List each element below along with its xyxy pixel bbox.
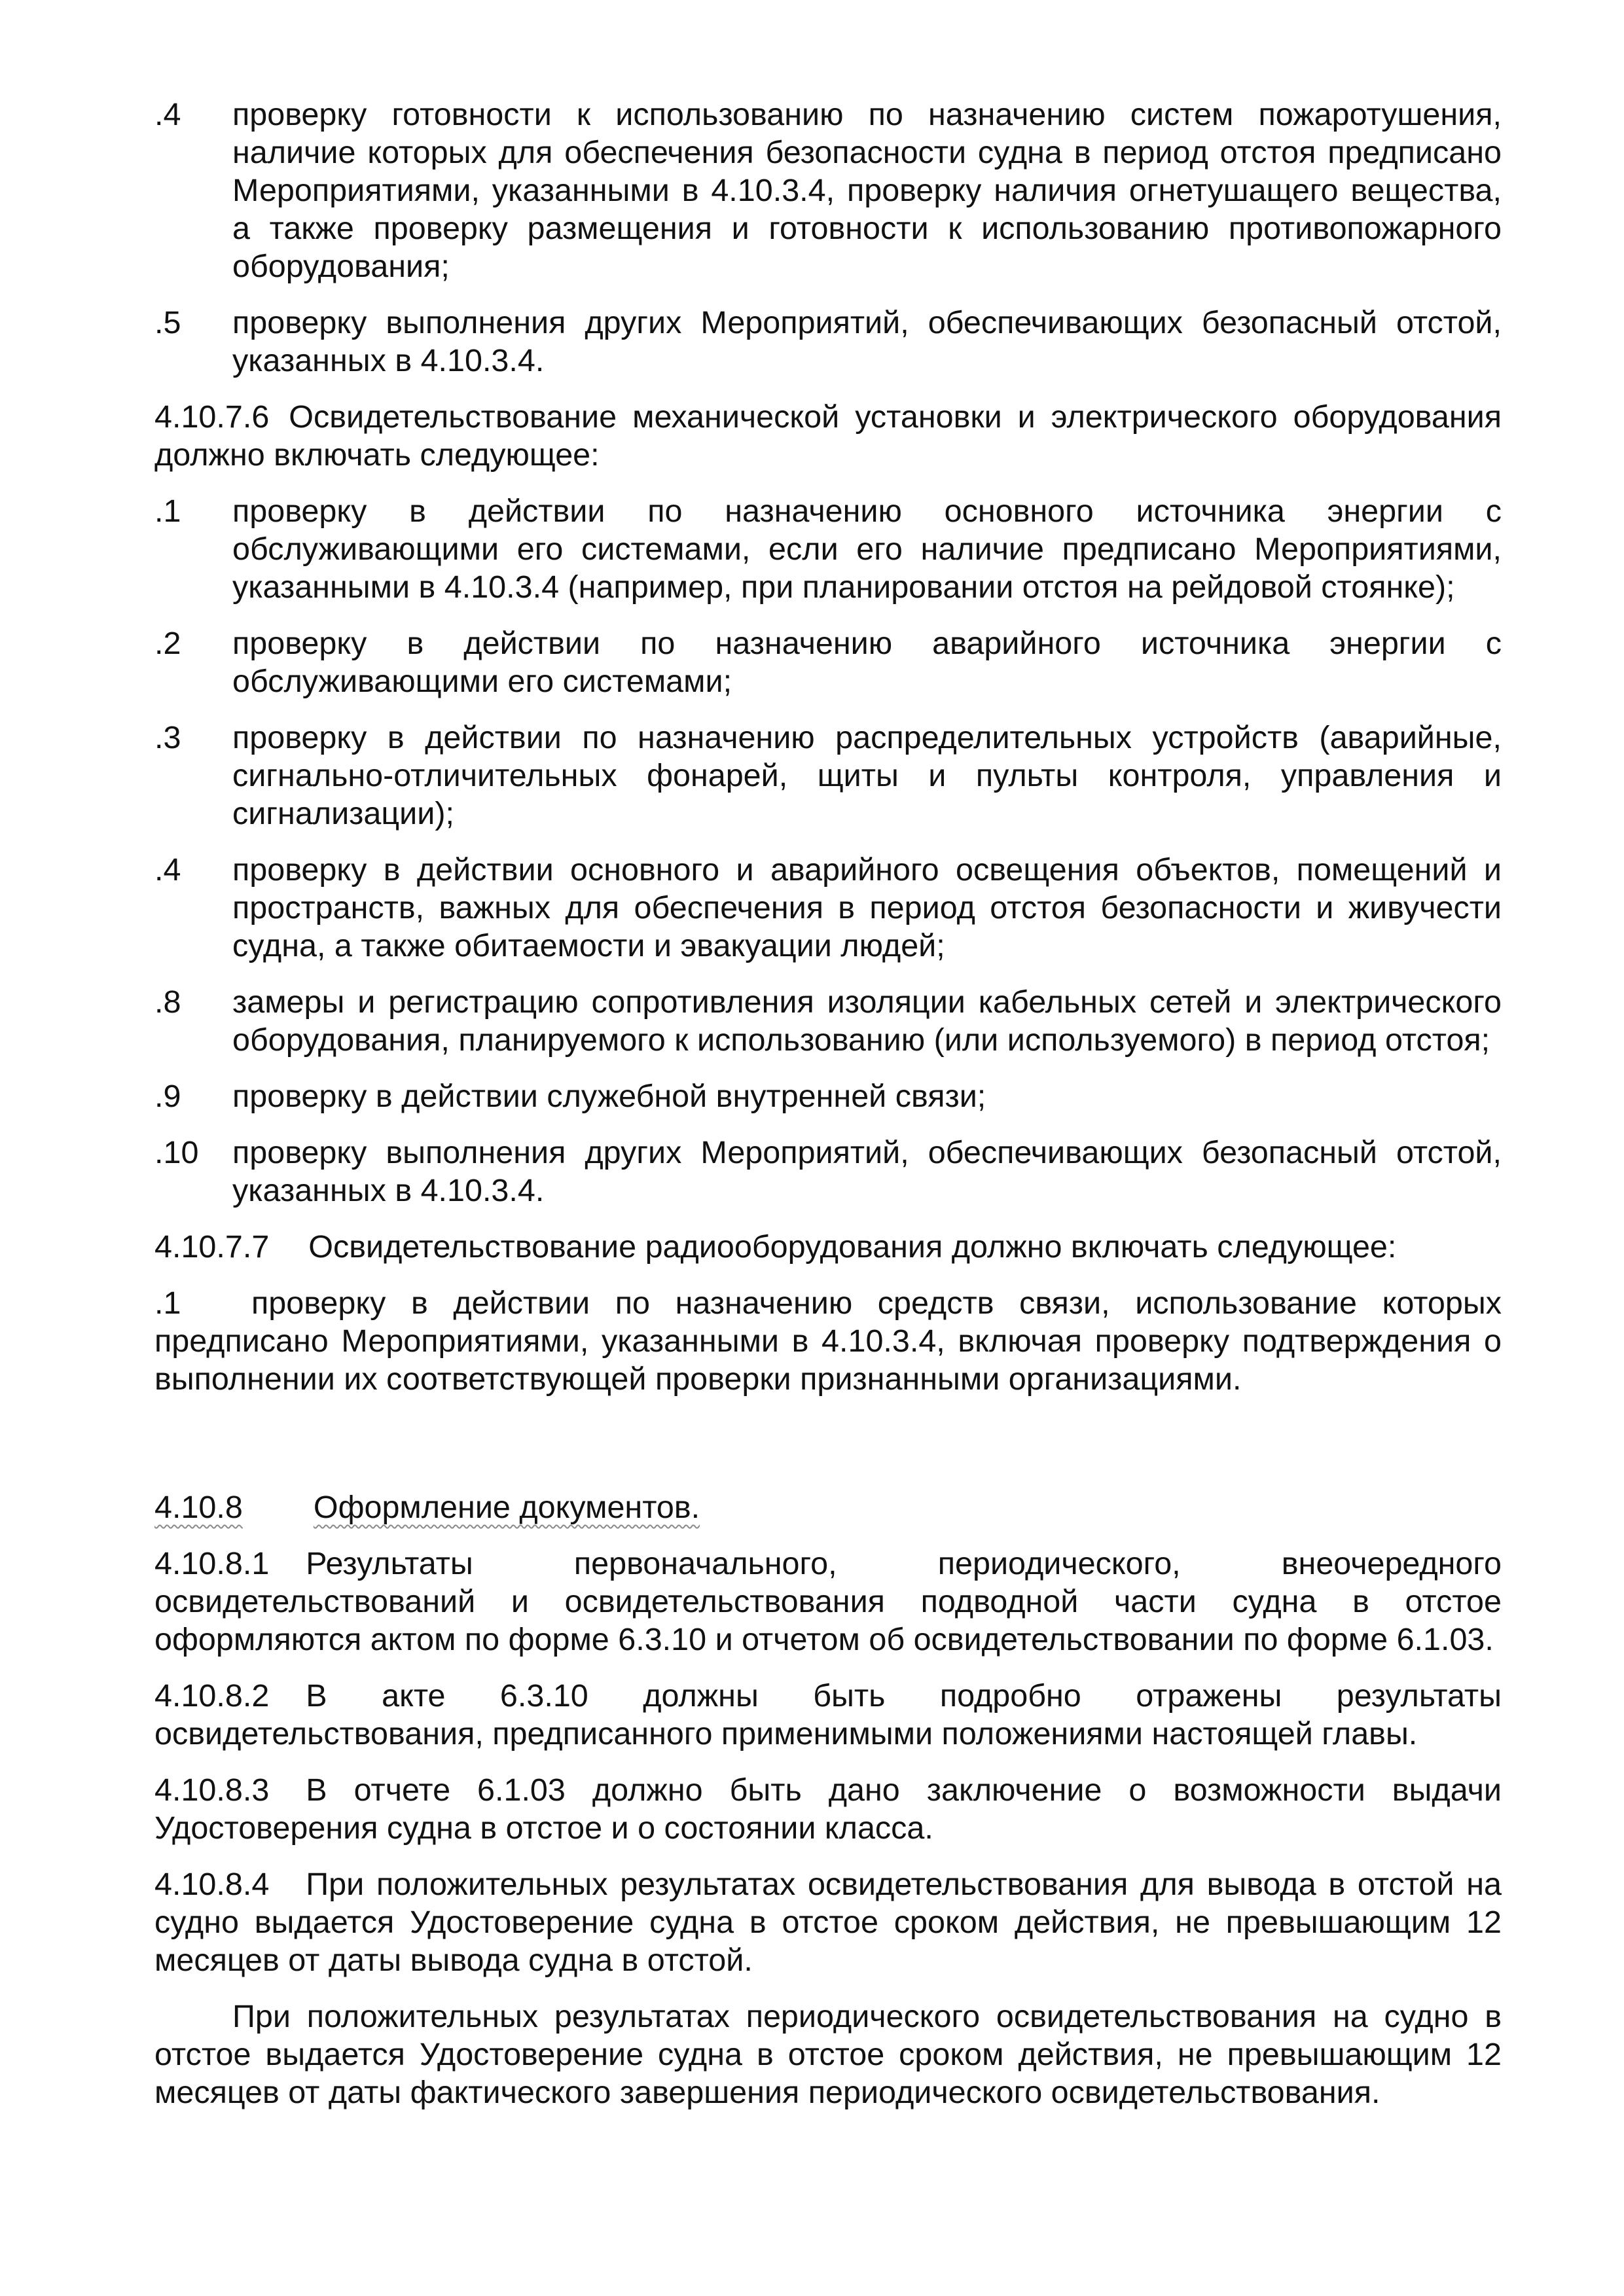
item-text: проверку выполнения других Мероприятий, обеспечивающих безопасный отстой, указанных в 4.10.3.4. [232, 305, 1502, 378]
list-item [154, 624, 1502, 700]
paragraph-number: 4.10.7.7 [154, 1229, 270, 1265]
paragraph-text: Освидетельствование радиооборудования должно включать следующее: [308, 1229, 1397, 1265]
paragraph-4-10-7-7 [154, 1228, 1502, 1266]
paragraph-text: Освидетельствование механической установки и электрического оборудования должно включать следующее: [154, 399, 1502, 473]
item-number: .4 [154, 97, 181, 132]
section-heading [154, 1488, 700, 1526]
paragraph-4-10-8-4 [154, 1865, 1502, 1979]
item-number: .1 [154, 1285, 181, 1321]
list-item [154, 492, 1502, 606]
section-number: 4.10.8 [154, 1490, 243, 1525]
paragraph-4-10-8-3 [154, 1771, 1502, 1847]
list-item [154, 96, 1502, 285]
item-text: замеры и регистрацию сопротивления изоляции кабельных сетей и электрического оборудования, планируемого к использованию (или используемого) в период отстоя; [232, 984, 1502, 1058]
item-text: проверку в действии основного и аварийного освещения объектов, помещений и пространств, важных для обеспечения в период отстоя безопасности и живучести судна, а также обитаемости и эвакуации людей; [232, 852, 1502, 963]
paragraph-number: 4.10.8.1 [154, 1546, 270, 1581]
item-text: проверку выполнения других Мероприятий, обеспечивающих безопасный отстой, указанных в 4.10.3.4. [232, 1135, 1502, 1208]
item-text: проверку в действии по назначению средств связи, использование которых предписано Мероприятиями, указанными в 4.10.3.4, включая проверку подтверждения о выполнении их соответствующей проверки признанными организациями. [154, 1285, 1502, 1397]
list-item [154, 1077, 1502, 1115]
item-number: .5 [154, 305, 181, 340]
final-paragraph: При положительных результатах периодического освидетельствования на судно в отстое выдается Удостоверение судна в отстое сроком действия, не превышающим 12 месяцев от даты фактического завершения периодического освидетельствования. [154, 1999, 1502, 2110]
paragraph-number: 4.10.7.6 [154, 399, 270, 435]
paragraph-text: В акте 6.3.10 должны быть подробно отражены результаты освидетельствования, предписанного применимыми положениями настоящей главы. [154, 1678, 1502, 1751]
paragraph-text: Результаты первоначального, периодического, внеочередного освидетельствований и освидетельствования подводной части судна в отстое оформляются актом по форме 6.3.10 и отчетом об освидетельствовании по форме 6.1.03. [154, 1546, 1502, 1657]
item-text: проверку в действии по назначению основного источника энергии с обслуживающими его системами, если его наличие предписано Мероприятиями, указанными в 4.10.3.4 (например, при планировании отстоя на рейдовой стоянке); [232, 493, 1502, 605]
item-text: проверку в действии служебной внутренней связи; [232, 1079, 986, 1114]
item-text: проверку в действии по назначению распределительных устройств (аварийные, сигнально-отличительных фонарей, щиты и пульты контроля, управления и сигнализации); [232, 720, 1502, 831]
paragraph-number: 4.10.8.2 [154, 1678, 270, 1713]
list-item [154, 851, 1502, 965]
item-number: .2 [154, 626, 181, 661]
list-item [154, 304, 1502, 380]
paragraph-text: В отчете 6.1.03 должно быть дано заключение о возможности выдачи Удостоверения судна в отстое и о состоянии класса. [154, 1772, 1502, 1846]
paragraph-4-10-8-1 [154, 1545, 1502, 1659]
item-number: .8 [154, 984, 181, 1020]
list-item [154, 719, 1502, 833]
item-number: .9 [154, 1079, 181, 1114]
item-text: проверку в действии по назначению аварийного источника энергии с обслуживающими его системами; [232, 626, 1502, 699]
list-item [154, 1284, 1502, 1398]
item-number: .3 [154, 720, 181, 755]
paragraph-4-10-8-2 [154, 1677, 1502, 1753]
item-text: проверку готовности к использованию по назначению систем пожаротушения, наличие которых для обеспечения безопасности судна в период отстоя предписано Мероприятиями, указанными в 4.10.3.4, проверку наличия огнетушащего вещества, а также проверку размещения и готовности к использованию противопожарного оборудования; [232, 97, 1502, 284]
paragraph-4-10-7-6 [154, 398, 1502, 474]
paragraph-text: При положительных результатах освидетельствования для вывода в отстой на судно выдается Удостоверение судна в отстое сроком действия, не превышающим 12 месяцев от даты вывода судна в отстой. [154, 1867, 1502, 1978]
paragraph-number: 4.10.8.4 [154, 1867, 270, 1902]
list-item [154, 983, 1502, 1059]
document-page [154, 96, 1502, 2130]
item-number: .4 [154, 852, 181, 888]
list-item [154, 1134, 1502, 1210]
item-number: .10 [154, 1135, 199, 1170]
section-title: Оформление документов. [313, 1490, 700, 1525]
item-number: .1 [154, 493, 181, 529]
paragraph-number: 4.10.8.3 [154, 1772, 270, 1808]
